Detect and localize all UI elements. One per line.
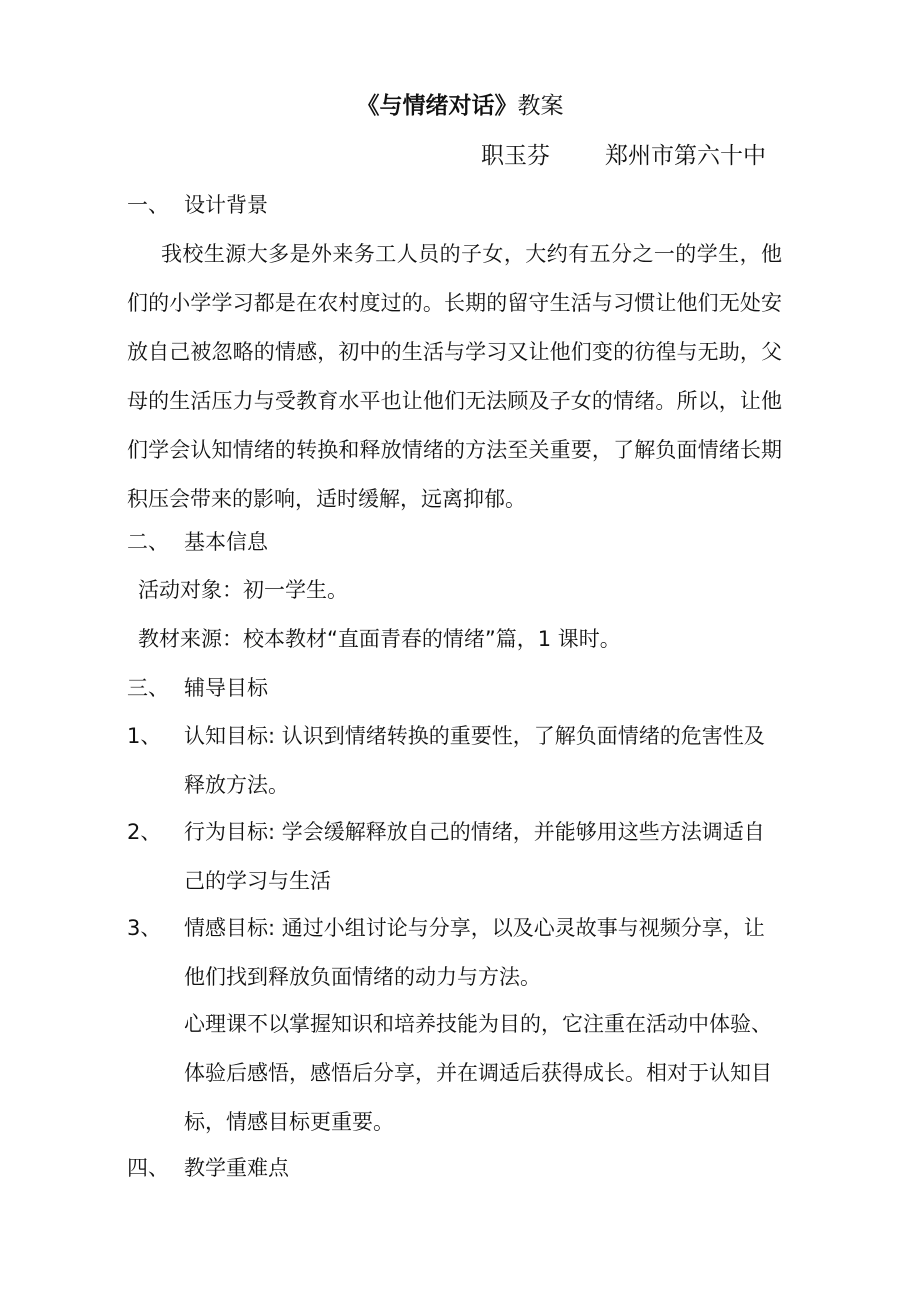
goal-3-text: 情感目标: 通过小组讨论与分享，以及心灵故事与视频分享，让他们找到释放负面情绪的动力与方法。 bbox=[184, 916, 765, 989]
goal-2-text: 行为目标: 学会缓解释放自己的情绪，并能够用这些方法调适自己的学习与生活 bbox=[184, 820, 765, 893]
section-4-number: 四、 bbox=[127, 1156, 169, 1180]
goal-1-number: 1、 bbox=[127, 724, 162, 748]
section-1-number: 一、 bbox=[127, 193, 169, 217]
document-title bbox=[0, 95, 920, 118]
info-audience: 活动对象：初一学生。 bbox=[138, 578, 348, 602]
background-paragraph: 我校生源大多是外来务工人员的子女，大约有五分之一的学生，他们的小学学习都是在农村度过的。长期的留守生活与习惯让他们无处安放自己被忽略的情感，初中的生活与学习又让他们变的彷徨与无助，父母的生活压力与受教育水平也让他们无法顾及子女的情绪。所以，让他们学会认知情绪的转换和释放情绪的方法至关重要，了解负面情绪长期积压会带来的影响，适时缓解，远离抑郁。 bbox=[127, 242, 782, 511]
info-material: 教材来源：校本教材“直面青春的情绪”篇，1 课时。 bbox=[138, 627, 621, 651]
section-3-heading: 辅导目标 bbox=[184, 676, 268, 700]
title-rest: 教案 bbox=[517, 93, 564, 119]
goal-1-text: 认知目标: 认识到情绪转换的重要性，了解负面情绪的危害性及释放方法。 bbox=[184, 724, 765, 797]
goal-2-number: 2、 bbox=[127, 820, 162, 844]
section-3-number: 三、 bbox=[127, 676, 169, 700]
goal-3-number: 3、 bbox=[127, 916, 162, 940]
author-school: 郑州市第六十中 bbox=[605, 143, 766, 169]
title-bold: 《与情绪对话》 bbox=[356, 93, 518, 119]
section-1-heading: 设计背景 bbox=[184, 193, 268, 217]
section-2-heading: 基本信息 bbox=[184, 530, 268, 554]
author-name: 职玉芬 bbox=[481, 143, 550, 169]
section-2-number: 二、 bbox=[127, 530, 169, 554]
section-4-heading: 教学重难点 bbox=[184, 1156, 289, 1180]
goals-note: 心理课不以掌握知识和培养技能为目的，它注重在活动中体验、体验后感悟，感悟后分享，并在调适后获得成长。相对于认知目标，情感目标更重要。 bbox=[184, 1012, 772, 1134]
